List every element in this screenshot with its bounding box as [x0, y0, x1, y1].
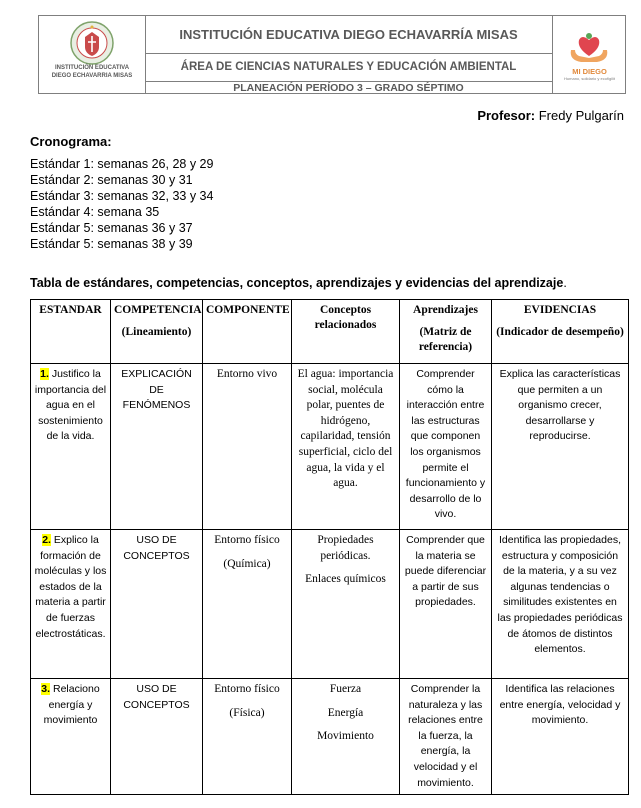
schedule-title: Cronograma: [30, 134, 112, 149]
mi-diego-name: MI DIEGO [572, 67, 607, 76]
area-name: ÁREA DE CIENCIAS NATURALES Y EDUCACIÓN AMBIENTAL [180, 61, 517, 73]
document-header [38, 15, 626, 94]
col-header-competence: COMPETENCIA (Lineamiento) [111, 300, 203, 364]
competence-cell: USO DE CONCEPTOS [111, 530, 203, 679]
schedule-item: Estándar 5: semanas 36 y 37 [30, 221, 193, 235]
table-header-row [31, 300, 629, 364]
evidence-cell: Identifica las propiedades, estructura y composición de la materia, y a su vez algunas tendencias o similitudes existentes en las propiedades periódicas de átomos de distintos elementos. [492, 530, 629, 679]
competence-cell: USO DE CONCEPTOS [111, 679, 203, 795]
table-row [31, 679, 629, 795]
table-title-text: Tabla de estándares, competencias, conceptos, aprendizajes y evidencias del aprendizaje [30, 276, 564, 290]
col-header-concepts: Conceptos relacionados [292, 300, 400, 364]
logo-text-line2: DIEGO ECHAVARRIA MISAS [51, 72, 133, 79]
mi-diego-logo-cell [552, 16, 626, 93]
concepts-cell: El agua: importancia social, molécula polar, puentes de hidrógeno, capilaridad, tensión superficial, ciclo del agua, la vida y el agua. [292, 364, 400, 530]
professor-line [477, 108, 624, 123]
evidence-cell: Identifica las relaciones entre energía, velocidad y movimiento. [492, 679, 629, 795]
professor-name: Fredy Pulgarín [538, 108, 624, 123]
institution-logo-text [39, 65, 145, 80]
col-header-evidence: EVIDENCIAS (Indicador de desempeño) [492, 300, 629, 364]
concepts-cell: Fuerza Energía Movimiento [292, 679, 400, 795]
standard-cell: 1. Justifico la importancia del agua en el sostenimiento de la vida. [31, 364, 111, 530]
schedule-item: Estándar 2: semanas 30 y 31 [30, 173, 193, 187]
col-header-standard: ESTANDAR [31, 300, 111, 364]
schedule-item: Estándar 4: semana 35 [30, 205, 160, 219]
mi-diego-tagline: Humano, solidario y ecofigilit [564, 76, 615, 81]
institution-name: INSTITUCIÓN EDUCATIVA DIEGO ECHAVARRÍA MISAS [145, 16, 552, 54]
standards-table [30, 299, 629, 795]
col-header-component: COMPONENTE [203, 300, 292, 364]
component-cell: Entorno físico (Química) [203, 530, 292, 679]
component-cell: Entorno físico (Física) [203, 679, 292, 795]
component-cell: Entorno vivo [203, 364, 292, 530]
professor-label: Profesor: [477, 108, 536, 123]
learning-cell: Comprender que la materia se puede diferenciar a partir de sus propiedades. [400, 530, 492, 679]
schedule-item: Estándar 3: semanas 32, 33 y 34 [30, 189, 214, 203]
concepts-cell: Propiedades periódicas. Enlaces químicos [292, 530, 400, 679]
institution-logo-cell [39, 16, 146, 93]
table-title: Tabla de estándares, competencias, conceptos, aprendizajes y evidencias del aprendizaje. [30, 276, 567, 290]
schedule-item: Estándar 5: semanas 38 y 39 [30, 237, 193, 251]
schedule-item: Estándar 1: semanas 26, 28 y 29 [30, 157, 214, 171]
col-header-learning: Aprendizajes (Matriz de referencia) [400, 300, 492, 364]
learning-cell: Comprender la naturaleza y las relaciones entre la fuerza, la energía, la velocidad y el movimiento. [400, 679, 492, 795]
heart-hands-icon [567, 30, 611, 64]
schedule-list [30, 156, 213, 252]
planning-title: PLANEACIÓN PERÍODO 3 – GRADO SÉPTIMO [145, 81, 552, 94]
header-title-block [145, 16, 552, 93]
learning-cell: Comprender cómo la interacción entre las estructuras que componen los organismos permite el funcionamiento y desarrollo de lo vivo. [400, 364, 492, 530]
table-row [31, 364, 629, 530]
standard-cell: 3. Relaciono energía y movimiento [31, 679, 111, 795]
logo-text-line1: INSTITUCIÓN EDUCATIVA [54, 65, 130, 71]
institution-logo-icon [70, 21, 114, 65]
table-row [31, 530, 629, 679]
evidence-cell: Explica las características que permiten a un organismo crecer, desarrollarse y reproducirse. [492, 364, 629, 530]
competence-cell: EXPLICACIÓN DE FENÓMENOS [111, 364, 203, 530]
standard-cell: 2. Explico la formación de moléculas y los estados de la materia a partir de fuerzas electrostáticas. [31, 530, 111, 679]
